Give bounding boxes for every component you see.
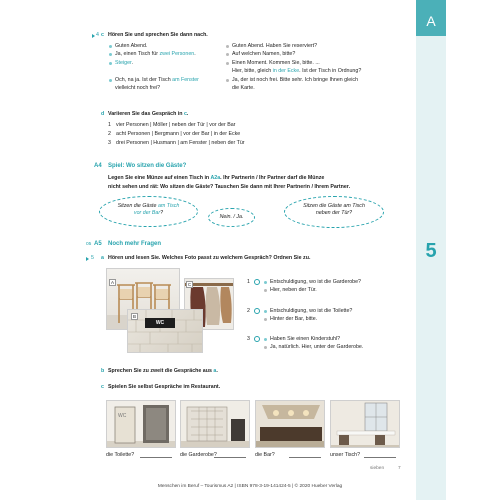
speech-bubble-3-line1: Sitzen die Gäste am Tisch: [303, 203, 365, 209]
caption-answer-line: [140, 457, 172, 458]
dialog-number: 3: [247, 336, 250, 342]
dialog-highlight: Steiger: [115, 60, 132, 66]
dialog-number: 2: [247, 308, 250, 314]
dialog-highlight: zwei Personen: [159, 51, 195, 57]
page-word: sieben: [370, 466, 385, 471]
section-c-label: c: [101, 32, 104, 38]
dialog-bullet-right: [226, 79, 229, 82]
a5-a-title: Hören und lesen Sie. Welches Foto passt zu welchem Gespräch? Ordnen Sie zu.: [108, 255, 311, 261]
side-tab-letter: A: [426, 13, 436, 29]
a5-c-label: c: [101, 384, 104, 390]
dialog-number: 1: [247, 279, 250, 285]
dialog-answer: Ja, natürlich. Hier, unter der Garderobe.: [270, 344, 364, 350]
photo-b-label: B: [132, 314, 136, 319]
dialog-right-line: Ja, der ist noch frei. Bitte sehr. Ich bringe Ihnen gleich: [232, 77, 359, 83]
dialog-right-line: [232, 68, 361, 75]
caption-answer-line: [364, 457, 396, 458]
variation-text: vier Personen | Möller | neben der Tür | vor der Bar: [116, 122, 236, 128]
dialog-bullet-right: [226, 53, 229, 56]
variation-text: drei Personen | Husmann | am Fenster | neben der Tür: [116, 140, 245, 146]
dialog-left-line: vielleicht noch frei?: [115, 85, 161, 91]
illustration-caption: die Toilette?: [106, 452, 135, 458]
toilet-door-drawing: [107, 401, 176, 448]
cloakroom-drawing: [181, 401, 250, 448]
dialog-answer: Hinter der Bar, bitte.: [270, 316, 318, 322]
dialog-left-line: [115, 51, 196, 58]
speech-bubble-2-text: Nein. / Ja.: [219, 214, 244, 220]
section-c-title: Hören Sie und sprechen Sie dann nach.: [108, 32, 208, 38]
dialog-text: Och, na ja. Ist der Tisch: [115, 77, 173, 83]
speech-bubble-1-line2: vor der Bar?: [133, 210, 164, 216]
illustration-caption: die Bar?: [255, 452, 275, 458]
dialog-bullet-a: [264, 318, 267, 321]
section-c-track: 4: [96, 32, 99, 38]
dialog-right-line: Einen Moment. Kommen Sie, bitte. ...: [232, 60, 320, 66]
dialog-question: Haben Sie einen Kinderstuhl?: [270, 336, 341, 342]
a5-heading: Noch mehr Fragen: [108, 241, 162, 247]
dialog-answer: Hier, neben der Tür.: [270, 287, 317, 293]
stone-wall-illustration: [128, 310, 203, 353]
illustration-table: [330, 400, 400, 448]
caption-answer-line: [214, 457, 246, 458]
a5-b-label: b: [101, 368, 105, 374]
caption-answer-line: [289, 457, 321, 458]
a5-a-track: 5: [91, 255, 94, 261]
variation-text: acht Personen | Bergmann | vor der Bar | in der Ecke: [116, 131, 241, 137]
section-d-title: Variieren Sie das Gespräch in c.: [108, 111, 189, 117]
photo-b-wc-sign: [127, 309, 203, 353]
dialog-bullet-a: [264, 346, 267, 349]
photo-a-label: A: [110, 280, 114, 285]
dialog-text: .: [194, 51, 196, 57]
a5-b-title: Sprechen Sie zu zweit die Gespräche aus a.: [108, 368, 218, 374]
answer-circle: [254, 308, 260, 314]
speech-bubble-3-line2: neben der Tür?: [315, 210, 353, 216]
dialog-text: Ja, einen Tisch für: [115, 51, 160, 57]
bar-counter-drawing: [256, 401, 325, 448]
dialog-highlight: in der Ecke: [272, 68, 300, 74]
dialog-bullet-left: [109, 45, 112, 48]
dialog-bullet-right: [226, 62, 229, 65]
dialog-left-line: Guten Abend.: [115, 43, 148, 49]
speech-bubble-1-line1: Sitzen die Gäste am Tisch: [117, 203, 180, 209]
page-number: 7: [398, 466, 401, 471]
side-tab-number: 5: [425, 240, 437, 262]
dialog-left-line: [115, 60, 133, 67]
variation-number: 2: [108, 131, 111, 137]
a5-c-title: Spielen Sie selbst Gespräche im Restaurant.: [108, 384, 221, 390]
dialog-right-line: Guten Abend. Haben Sie reserviert?: [232, 43, 318, 49]
a4-instruction-line2: nicht sehen und rät: Wo sitzen die Gäste? Tauschen Sie dann mit Ihrer Partnerin / Ihrem Partner.: [108, 184, 351, 190]
dialog-bullet-left: [109, 62, 112, 65]
variation-number: 1: [108, 122, 111, 128]
illustration-caption: die Garderobe?: [180, 452, 217, 458]
dialog-left-line: [115, 77, 199, 84]
answer-circle: [254, 336, 260, 342]
dialog-bullet-left: [109, 53, 112, 56]
photo-c-label: C: [187, 282, 192, 287]
a5-track: 05: [86, 242, 92, 247]
dialog-bullet-q: [264, 338, 267, 341]
dialog-bullet-a: [264, 289, 267, 292]
dialog-right-line: die Karte.: [232, 85, 255, 91]
a4-heading-number: A4: [94, 163, 102, 169]
answer-circle: [254, 279, 260, 285]
dialog-text: Hier, bitte, gleich: [232, 68, 273, 74]
dialog-right-line: Auf welchen Namen, bitte?: [232, 51, 296, 57]
a5-heading-number: A5: [94, 241, 102, 247]
illustration-garderobe: [180, 400, 250, 448]
dialog-highlight: am Fenster: [172, 77, 199, 83]
dialog-text: .: [131, 60, 133, 66]
a4-heading: Spiel: Wo sitzen die Gäste?: [108, 163, 187, 169]
a4-instruction-line1: Legen Sie eine Münze auf einen Tisch in A2a. Ihr Partnerin / Ihr Partner darf die Münze: [108, 175, 325, 181]
dialog-question: Entschuldigung, wo ist die Toilette?: [270, 308, 353, 314]
svg-text:WC: WC: [118, 413, 127, 419]
variation-number: 3: [108, 140, 111, 146]
footer-text: Menschen im Beruf – Tourismus A2 | ISBN 978-3-19-141424-5 | © 2020 Hueber Verlag: [157, 484, 343, 489]
illustration-toilet: [106, 400, 176, 448]
section-d-label: d: [101, 111, 105, 117]
dialog-bullet-q: [264, 281, 267, 284]
dialog-text: . Ist der Tisch in Ordnung?: [299, 68, 362, 74]
dialog-bullet-right: [226, 45, 229, 48]
a5-a-label: a: [101, 255, 104, 261]
dialog-bullet-left: [109, 79, 112, 82]
audio-track-icon: [92, 34, 95, 38]
restaurant-table-drawing: [331, 401, 400, 448]
illustration-caption: unser Tisch?: [330, 452, 361, 458]
wc-sign-text: WC: [155, 320, 165, 326]
illustration-bar: [255, 400, 325, 448]
dialog-bullet-q: [264, 310, 267, 313]
audio-track-icon: [86, 257, 89, 261]
dialog-question: Entschuldigung, wo ist die Garderobe?: [270, 279, 361, 285]
